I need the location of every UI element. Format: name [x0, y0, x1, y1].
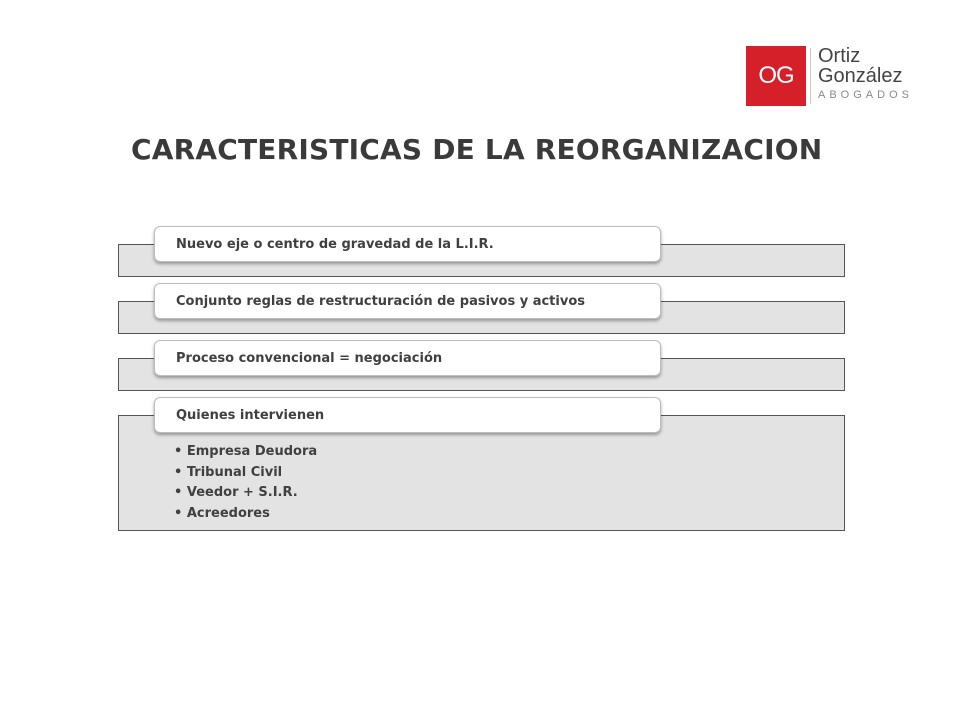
item-tab-3 [154, 340, 661, 376]
logo-mark-text: OG [758, 62, 794, 89]
item-label-4: Quienes intervienen [176, 407, 325, 423]
logo-line-2: González [818, 65, 903, 87]
logo-mark [746, 46, 806, 106]
logo-divider [810, 48, 811, 104]
item-label-3: Proceso convencional = negociación [176, 350, 443, 366]
list-item: • Acreedores [174, 504, 317, 525]
list-item: • Tribunal Civil [174, 463, 317, 484]
slide-title: CARACTERISTICAS DE LA REORGANIZACION [131, 133, 823, 166]
item-tab-2 [154, 283, 661, 319]
logo-wordmark [818, 46, 913, 101]
item-label-1: Nuevo eje o centro de gravedad de la L.I.R. [176, 236, 494, 252]
company-logo [746, 46, 916, 106]
logo-tagline: ABOGADOS [818, 89, 913, 101]
participants-list [174, 442, 317, 524]
list-item: • Veedor + S.I.R. [174, 483, 317, 504]
list-item: • Empresa Deudora [174, 442, 317, 463]
item-tab-4 [154, 397, 661, 433]
item-tab-1 [154, 226, 661, 262]
logo-line-1: Ortiz [818, 45, 861, 67]
item-label-2: Conjunto reglas de restructuración de pasivos y activos [176, 293, 585, 309]
